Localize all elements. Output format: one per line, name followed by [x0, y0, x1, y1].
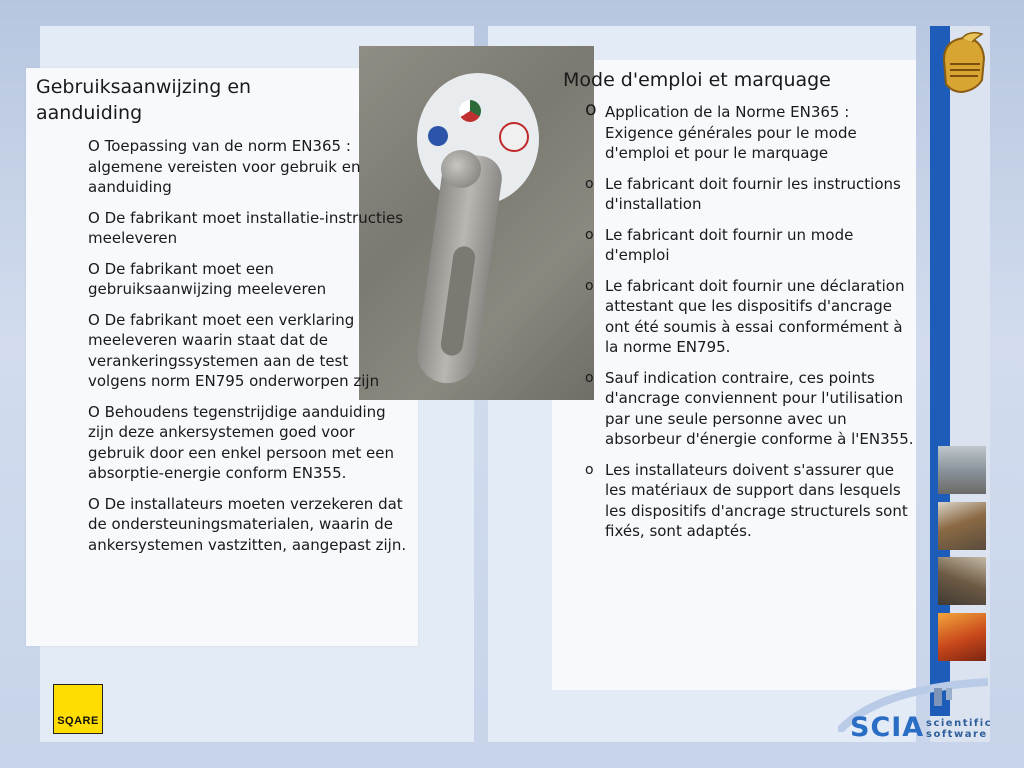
french-list-item-text: Sauf indication contraire, ces points d'ancrage conviennent pour l'utilisation par une seule personne avec un absorbeur d'énergie conforme à l'EN355.	[605, 368, 914, 448]
french-title: Mode d'emploi et marquage	[563, 69, 831, 91]
french-content	[563, 66, 915, 552]
dutch-list-item: O De fabrikant moet een gebruiksaanwijzing meeleveren	[88, 259, 327, 298]
sqare-logo	[53, 684, 103, 734]
french-list-item-text: Application de la Norme EN365 : Exigence générales pour le mode d'emploi et pour le marquage	[605, 103, 857, 162]
dutch-title: Gebruiksaanwijzing en aanduiding	[36, 76, 252, 124]
scia-tagline-line2: software	[926, 729, 988, 740]
french-list-item-text: Le fabricant doit fournir une déclaration attestant que les dispositifs d'ancrage ont été soumis à essai conformément à la norme EN795.	[605, 276, 905, 356]
bullet-icon: o	[585, 461, 594, 478]
photo-thumbnail-steel-frame	[938, 557, 986, 605]
french-list-item	[563, 368, 915, 450]
french-list-item	[563, 98, 915, 164]
anchor-bolt	[441, 150, 481, 188]
scia-tagline-line1: scientific	[926, 718, 993, 729]
dutch-list-item: O Toepassing van de norm EN365 : algemene vereisten voor gebruik en aanduiding	[88, 137, 361, 196]
photo-thumbnail-industrial-roof	[938, 446, 986, 494]
photo-thumbnail-molten-metal	[938, 613, 986, 661]
bullet-icon: o	[585, 277, 594, 294]
french-list-item-text: Le fabricant doit fournir les instructions d'installation	[605, 174, 901, 213]
french-list-item	[563, 225, 915, 266]
manufacturer-logo-icon	[459, 100, 481, 122]
dutch-content	[36, 74, 408, 565]
dutch-list-item: O De installateurs moeten verzekeren dat de ondersteuningsmaterialen, waarin de ankersystemen vastzitten, aangepast zijn.	[88, 494, 407, 554]
french-list-item-text: Le fabricant doit fournir un mode d'emploi	[605, 225, 854, 264]
person-symbol-icon	[428, 126, 448, 146]
scia-logo-text: SCIA	[850, 712, 925, 743]
scia-tagline	[926, 718, 992, 740]
french-list	[563, 98, 915, 542]
bullet-icon: o	[585, 175, 594, 192]
french-list-item-text: Les installateurs doivent s'assurer que les matériaux de support dans lesquels les dispositifs d'ancrage structurels sont fixés, sont adaptés.	[605, 460, 908, 540]
photo-thumbnail-construction	[938, 502, 986, 550]
sqare-logo-text: SQARE	[57, 715, 99, 727]
dutch-list-item: O De fabrikant moet een verklaring meeleveren waarin staat dat de verankeringssystemen aan de test volgens norm EN795 onderworpen zijn	[88, 310, 380, 390]
dutch-list	[36, 136, 408, 555]
bullet-icon: o	[585, 98, 597, 120]
bullet-icon: o	[585, 369, 594, 386]
french-list-item	[563, 276, 915, 358]
prohibition-symbol-icon	[499, 122, 529, 152]
french-list-item	[563, 460, 915, 542]
dutch-list-item: O De fabrikant moet installatie-instructies meeleveren	[88, 208, 404, 247]
dutch-list-item: O Behoudens tegenstrijdige aanduiding zijn deze ankersystemen goed voor gebruik door een enkel persoon met een absorptie-energie conform EN355.	[88, 402, 394, 482]
french-list-item	[563, 174, 915, 215]
bullet-icon: o	[585, 226, 594, 243]
knight-helmet-icon	[932, 30, 992, 96]
